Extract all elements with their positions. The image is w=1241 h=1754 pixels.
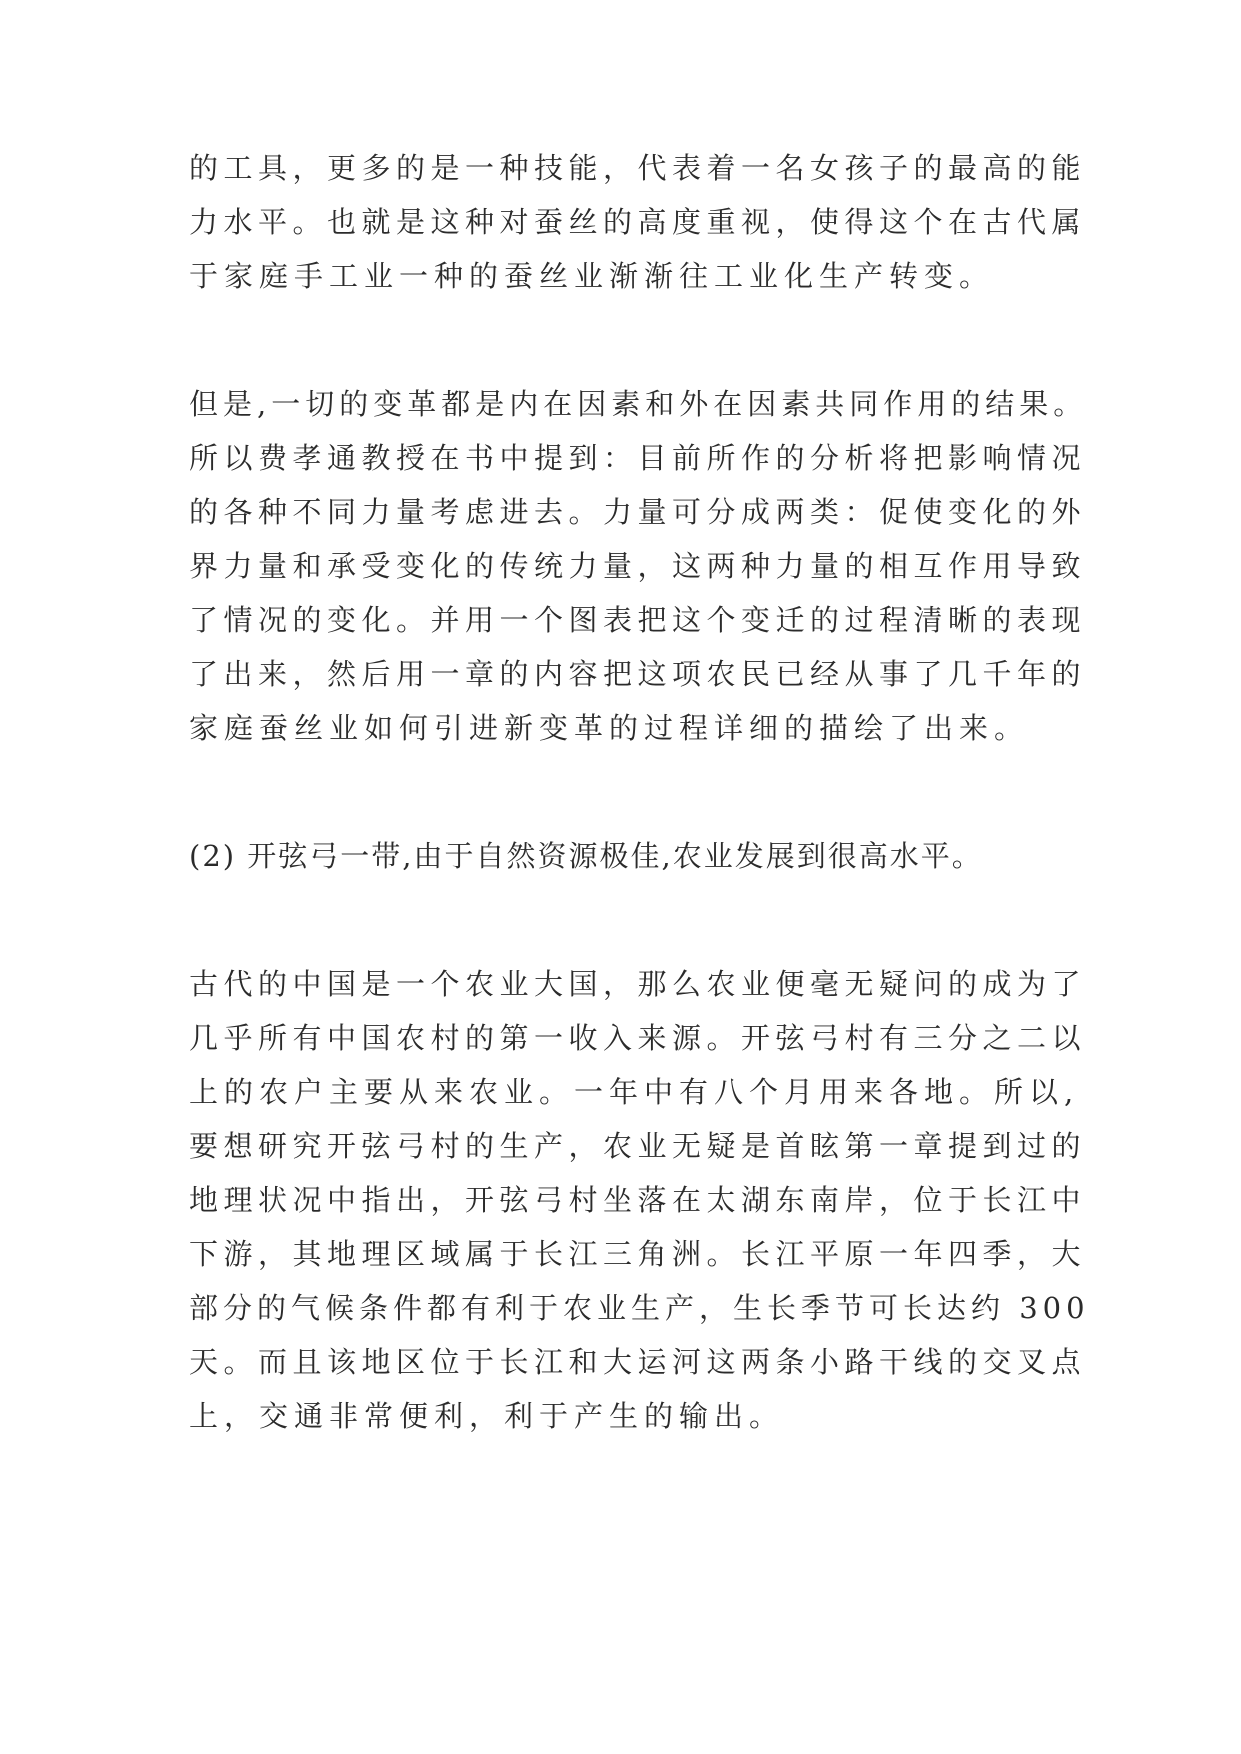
- paragraph-1-line-2: 力水平。也就是这种对蚕丝的高度重视，使得这个在古代属: [189, 205, 1087, 239]
- paragraph-4-line-6: 下游，其地理区域属于长江三角洲。长江平原一年四季，大: [189, 1237, 1087, 1271]
- paragraph-2-line-4: 界力量和承受变化的传统力量，这两种力量的相互作用导致: [189, 549, 1087, 583]
- paragraph-4-line-2: 几乎所有中国农村的第一收入来源。开弦弓村有三分之二以: [189, 1021, 1087, 1055]
- paragraph-4-line-1: 古代的中国是一个农业大国，那么农业便毫无疑问的成为了: [189, 967, 1087, 1001]
- paragraph-2-line-1: 但是,一切的变革都是内在因素和外在因素共同作用的结果。: [189, 387, 1088, 421]
- paragraph-2-line-6: 了出来，然后用一章的内容把这项农民已经从事了几千年的: [189, 657, 1087, 691]
- section-heading: (2) 开弦弓一带,由于自然资源极佳,农业发展到很高水平。: [189, 839, 983, 873]
- paragraph-2-line-7: 家庭蚕丝业如何引进新变革的过程详细的描绘了出来。: [189, 711, 1030, 745]
- paragraph-4-line-3: 上的农户主要从来农业。一年中有八个月用来各地。所以,: [189, 1075, 1080, 1109]
- paragraph-1-line-3: 于家庭手工业一种的蚕丝业渐渐往工业化生产转变。: [189, 259, 995, 293]
- paragraph-2-line-5: 了情况的变化。并用一个图表把这个变迁的过程清晰的表现: [189, 603, 1087, 637]
- paragraph-4-line-5: 地理状况中指出，开弦弓村坐落在太湖东南岸，位于长江中: [189, 1183, 1087, 1217]
- paragraph-4-line-9: 上，交通非常便利，利于产生的输出。: [189, 1399, 785, 1433]
- paragraph-2-line-3: 的各种不同力量考虑进去。力量可分成两类：促使变化的外: [189, 495, 1087, 529]
- paragraph-4-line-4: 要想研究开弦弓村的生产，农业无疑是首眩第一章提到过的: [189, 1129, 1087, 1163]
- paragraph-4-line-8: 天。而且该地区位于长江和大运河这两条小路干线的交叉点: [189, 1345, 1087, 1379]
- paragraph-4-line-7: 部分的气候条件都有利于农业生产，生长季节可长达约 300: [189, 1291, 1090, 1325]
- paragraph-2-line-2: 所以费孝通教授在书中提到：目前所作的分析将把影响情况: [189, 441, 1087, 475]
- paragraph-1-line-1: 的工具，更多的是一种技能，代表着一名女孩子的最高的能: [189, 151, 1087, 185]
